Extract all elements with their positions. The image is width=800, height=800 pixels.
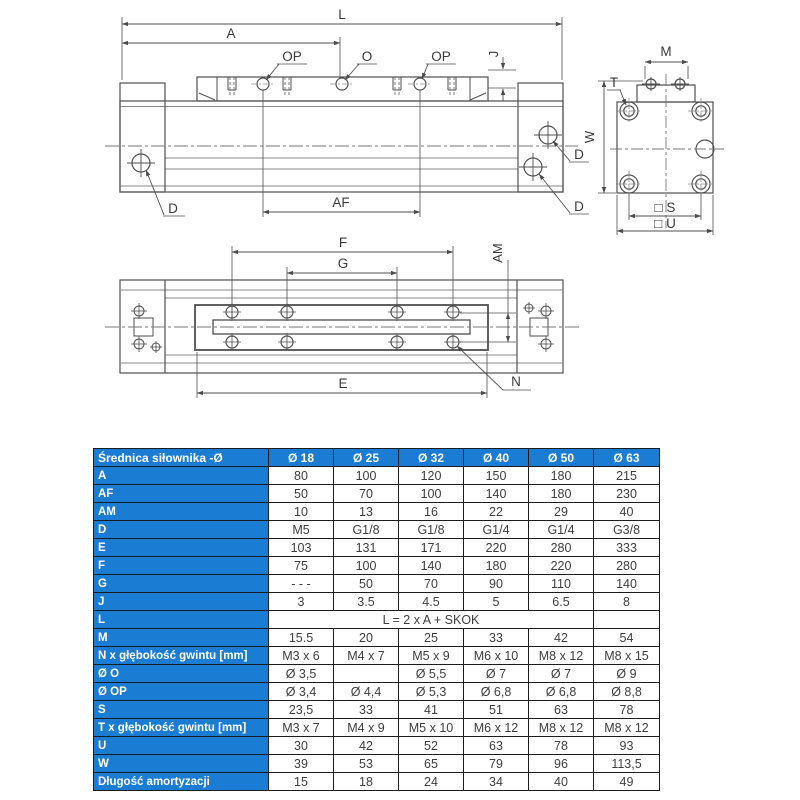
table-row — [94, 503, 660, 521]
value-cell: 171 — [399, 539, 464, 557]
value-cell: Ø 3,4 — [269, 683, 334, 701]
value-cell: 30 — [269, 737, 334, 755]
value-cell: 5 — [464, 593, 529, 611]
column-header: Ø 50 — [529, 449, 594, 467]
value-cell: 22 — [464, 503, 529, 521]
value-cell: M6 x 12 — [464, 719, 529, 737]
value-cell: 3 — [269, 593, 334, 611]
value-cell: M4 x 9 — [334, 719, 399, 737]
value-cell: M5 — [269, 521, 334, 539]
dim-label-AF: AF — [332, 195, 350, 210]
value-cell: G1/4 — [464, 521, 529, 539]
value-cell: 103 — [269, 539, 334, 557]
value-cell: 78 — [529, 737, 594, 755]
row-label: F — [94, 557, 269, 575]
value-cell: 3.5 — [334, 593, 399, 611]
value-cell: 280 — [594, 557, 660, 575]
value-cell: - - - — [269, 575, 334, 593]
dim-label-J: J — [486, 50, 501, 58]
dim-label-G: G — [337, 256, 349, 271]
value-cell: 6.5 — [529, 593, 594, 611]
spec-table-container — [93, 448, 660, 791]
row-label: G — [94, 575, 269, 593]
value-cell: Ø 8,8 — [594, 683, 660, 701]
value-cell: Ø 6,8 — [529, 683, 594, 701]
row-label: L — [94, 611, 269, 629]
dim-label-OP-left: OP — [282, 49, 302, 64]
value-cell: 50 — [269, 485, 334, 503]
table-row — [94, 467, 660, 485]
value-cell: M5 x 9 — [399, 647, 464, 665]
value-cell: M8 x 12 — [594, 719, 660, 737]
row-label: W — [94, 755, 269, 773]
table-row — [94, 719, 660, 737]
value-cell: 65 — [399, 755, 464, 773]
value-cell: M4 x 7 — [334, 647, 399, 665]
dim-label-D-right-lower: D — [574, 199, 584, 214]
value-cell: 24 — [399, 773, 464, 791]
end-view — [582, 44, 724, 235]
value-cell: 33 — [464, 629, 529, 647]
value-cell: 140 — [399, 557, 464, 575]
row-label: J — [94, 593, 269, 611]
table-row — [94, 665, 660, 683]
dim-label-O: O — [361, 49, 373, 64]
dim-label-M: M — [660, 44, 672, 59]
value-cell: 230 — [594, 485, 660, 503]
value-cell: 63 — [529, 701, 594, 719]
row-label: T x głębokość gwintu [mm] — [94, 719, 269, 737]
value-cell: 42 — [529, 629, 594, 647]
value-cell: 63 — [464, 737, 529, 755]
value-cell: Ø 7 — [529, 665, 594, 683]
value-cell: Ø 7 — [464, 665, 529, 683]
table-row — [94, 647, 660, 665]
row-label: AF — [94, 485, 269, 503]
value-cell: G1/8 — [334, 521, 399, 539]
value-cell: 51 — [464, 701, 529, 719]
dim-label-A: A — [226, 26, 236, 41]
value-cell: 40 — [594, 503, 660, 521]
dim-label-S: □ S — [654, 200, 676, 215]
value-cell: 16 — [399, 503, 464, 521]
value-cell: M8 x 12 — [529, 719, 594, 737]
value-cell: G3/8 — [594, 521, 660, 539]
value-cell: M5 x 10 — [399, 719, 464, 737]
value-cell: 140 — [594, 575, 660, 593]
empty-cell — [594, 611, 660, 629]
side-view — [105, 7, 589, 217]
value-cell: 100 — [334, 557, 399, 575]
table-row — [94, 737, 660, 755]
value-cell: 34 — [464, 773, 529, 791]
value-cell: Ø 5,3 — [399, 683, 464, 701]
value-cell: 15.5 — [269, 629, 334, 647]
value-cell: 50 — [334, 575, 399, 593]
table-row — [94, 755, 660, 773]
value-cell: 15 — [269, 773, 334, 791]
value-cell: 100 — [399, 485, 464, 503]
value-cell: 140 — [464, 485, 529, 503]
dim-label-N: N — [511, 374, 521, 389]
value-cell: Ø 6,8 — [464, 683, 529, 701]
row-label: Ø O — [94, 665, 269, 683]
value-cell: 333 — [594, 539, 660, 557]
table-row — [94, 773, 660, 791]
table-row — [94, 629, 660, 647]
value-cell: 13 — [334, 503, 399, 521]
value-cell: 110 — [529, 575, 594, 593]
value-cell: 20 — [334, 629, 399, 647]
spec-table-body — [94, 467, 660, 791]
row-label: M — [94, 629, 269, 647]
table-row — [94, 539, 660, 557]
value-cell: 96 — [529, 755, 594, 773]
dim-label-D-right-upper: D — [574, 147, 584, 162]
value-cell: 113,5 — [594, 755, 660, 773]
dim-label-E: E — [338, 376, 348, 391]
value-cell: 52 — [399, 737, 464, 755]
value-cell: 42 — [334, 737, 399, 755]
value-cell: 49 — [594, 773, 660, 791]
table-row — [94, 683, 660, 701]
table-row — [94, 611, 660, 629]
row-label: U — [94, 737, 269, 755]
column-header: Ø 40 — [464, 449, 529, 467]
column-header: Ø 18 — [269, 449, 334, 467]
value-cell: Ø 4,4 — [334, 683, 399, 701]
value-cell: 90 — [464, 575, 529, 593]
value-cell: G1/8 — [399, 521, 464, 539]
value-cell: 280 — [529, 539, 594, 557]
value-cell: 93 — [594, 737, 660, 755]
table-row — [94, 575, 660, 593]
value-cell: 18 — [334, 773, 399, 791]
diameter-header-cell: Średnica siłownika -Ø — [94, 449, 269, 467]
value-cell: 40 — [529, 773, 594, 791]
column-header: Ø 25 — [334, 449, 399, 467]
row-label: N x głębokość gwintu [mm] — [94, 647, 269, 665]
table-header-row — [94, 449, 660, 467]
value-cell: Ø 3,5 — [269, 665, 334, 683]
value-cell: 41 — [399, 701, 464, 719]
value-cell: 33 — [334, 701, 399, 719]
value-cell: M8 x 15 — [594, 647, 660, 665]
top-view — [105, 235, 580, 398]
value-cell: 53 — [334, 755, 399, 773]
value-cell: 220 — [464, 539, 529, 557]
formula-cell: L = 2 x A + SKOK — [269, 611, 594, 629]
value-cell: 75 — [269, 557, 334, 575]
dim-label-W: W — [582, 130, 597, 144]
dim-label-U: □ U — [654, 216, 676, 231]
value-cell: Ø 9 — [594, 665, 660, 683]
value-cell: 80 — [269, 467, 334, 485]
value-cell: 70 — [334, 485, 399, 503]
value-cell: 120 — [399, 467, 464, 485]
value-cell: 79 — [464, 755, 529, 773]
value-cell: M3 x 6 — [269, 647, 334, 665]
row-label: Długość amortyzacji — [94, 773, 269, 791]
value-cell: 4.5 — [399, 593, 464, 611]
row-label: A — [94, 467, 269, 485]
table-row — [94, 593, 660, 611]
dim-label-OP-right: OP — [431, 49, 451, 64]
value-cell: 180 — [529, 485, 594, 503]
value-cell: 150 — [464, 467, 529, 485]
dim-label-AM: AM — [490, 243, 505, 263]
row-label: E — [94, 539, 269, 557]
value-cell: 10 — [269, 503, 334, 521]
value-cell: G1/4 — [529, 521, 594, 539]
dim-label-F: F — [338, 235, 348, 250]
value-cell: 78 — [594, 701, 660, 719]
value-cell — [334, 665, 399, 683]
row-label: S — [94, 701, 269, 719]
table-row — [94, 485, 660, 503]
value-cell: 215 — [594, 467, 660, 485]
value-cell: M3 x 7 — [269, 719, 334, 737]
value-cell: 100 — [334, 467, 399, 485]
value-cell: 8 — [594, 593, 660, 611]
row-label: AM — [94, 503, 269, 521]
table-row — [94, 701, 660, 719]
value-cell: 54 — [594, 629, 660, 647]
dim-label-D-left: D — [168, 201, 178, 216]
value-cell: M6 x 10 — [464, 647, 529, 665]
value-cell: 70 — [399, 575, 464, 593]
column-header: Ø 32 — [399, 449, 464, 467]
value-cell: 131 — [334, 539, 399, 557]
dim-label-T: T — [609, 75, 619, 90]
row-label: D — [94, 521, 269, 539]
column-header: Ø 63 — [594, 449, 660, 467]
spec-table — [93, 448, 660, 791]
value-cell: 220 — [529, 557, 594, 575]
value-cell: 39 — [269, 755, 334, 773]
value-cell: 180 — [464, 557, 529, 575]
table-row — [94, 521, 660, 539]
value-cell: 23,5 — [269, 701, 334, 719]
value-cell: 25 — [399, 629, 464, 647]
value-cell: Ø 5,5 — [399, 665, 464, 683]
value-cell: M8 x 12 — [529, 647, 594, 665]
value-cell: 29 — [529, 503, 594, 521]
row-label: Ø OP — [94, 683, 269, 701]
value-cell: 180 — [529, 467, 594, 485]
table-row — [94, 557, 660, 575]
dim-label-L: L — [338, 7, 346, 22]
